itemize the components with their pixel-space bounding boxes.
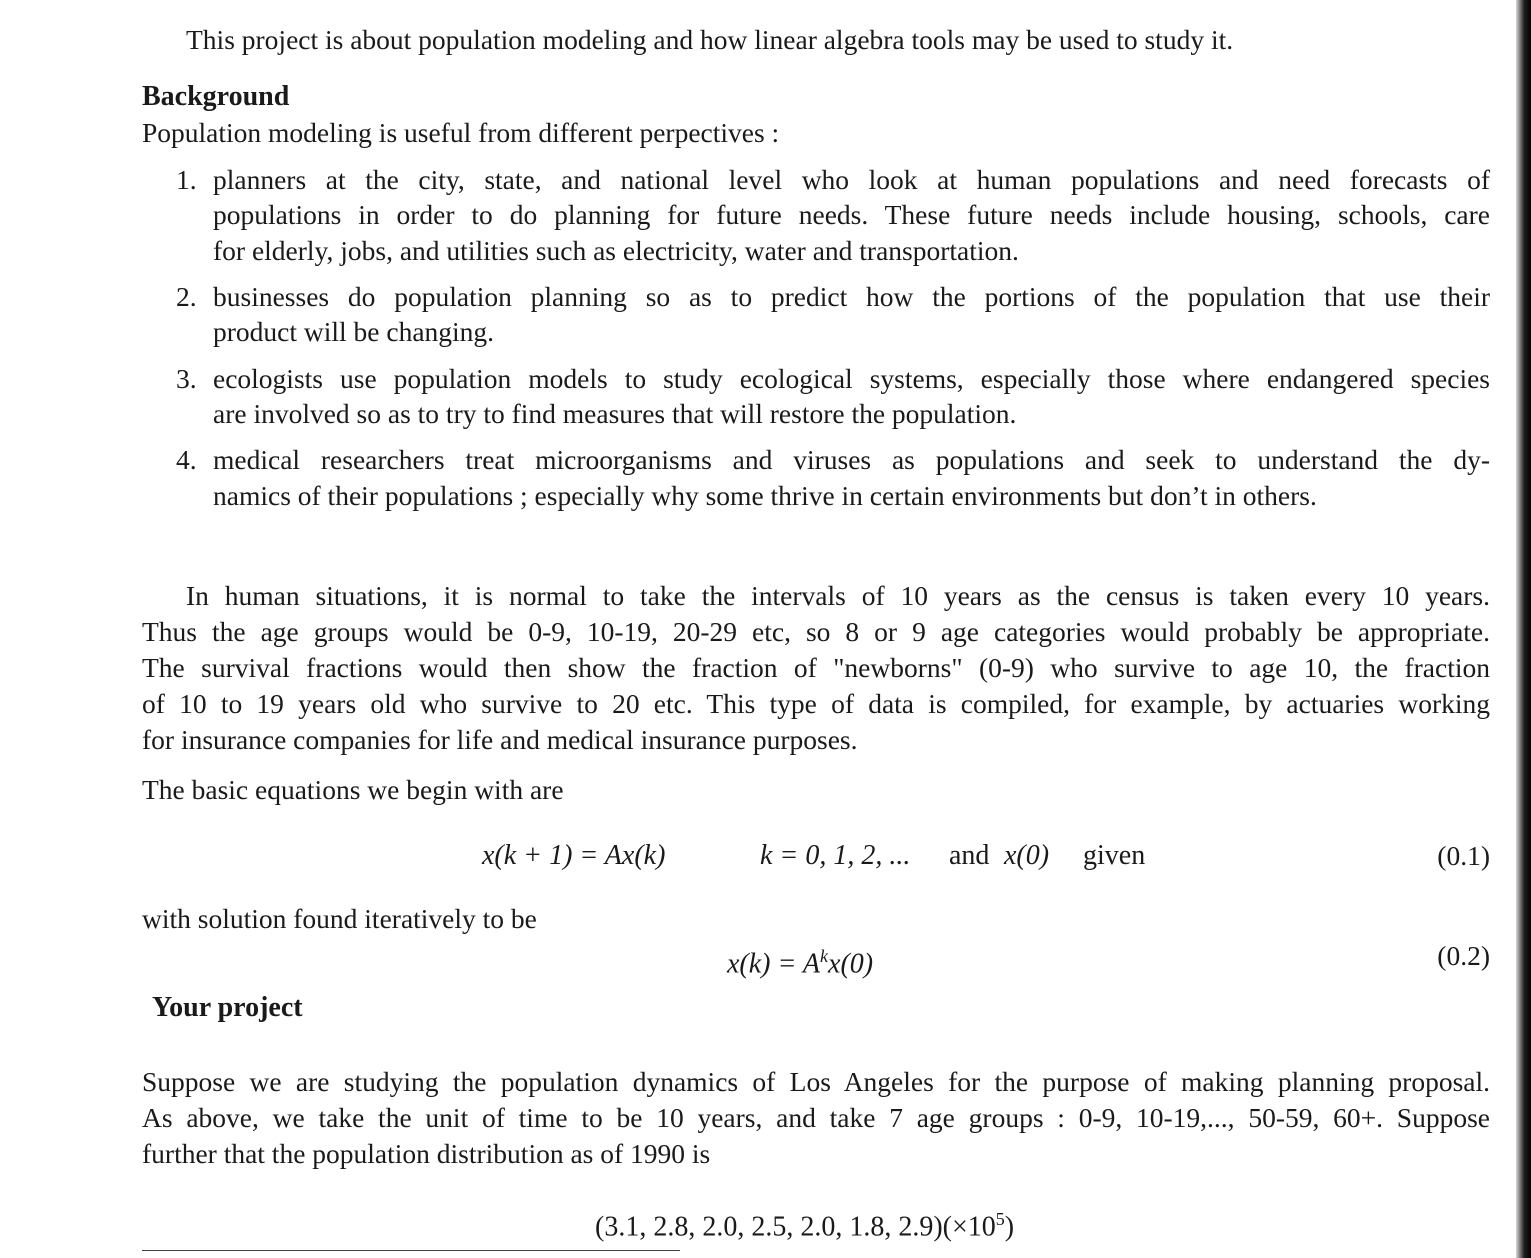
equation-initial: x(0) <box>1004 840 1050 871</box>
equation-solution: $x(k) = A^kx(0)$ <box>727 946 874 980</box>
list-item-line: product will be changing. <box>213 316 495 347</box>
equation-index-range: k = 0, 1, 2, ... <box>760 840 911 871</box>
list-item-line: populations in order to do planning for future needs. These future needs include housing, schools, care <box>213 199 1490 230</box>
project-line: Suppose we are studying the population dynamics of Los Angeles for the purpose of making planning proposal. <box>142 1066 1490 1097</box>
project-line: As above, we take the unit of time to be 10 years, and take 7 age groups : 0-9, 10-19,..., 50-59, 60+. Suppose <box>142 1102 1490 1133</box>
equation-number: (0.2) <box>1437 940 1490 971</box>
list-item-line: ecologists use population models to study ecological systems, especially those where endangered species <box>213 363 1490 394</box>
list-item-line: for elderly, jobs, and utilities such as electricity, water and transportation. <box>213 235 1019 266</box>
paragraph-line: for insurance companies for life and medical insurance purposes. <box>142 724 858 755</box>
paragraph-line: In human situations, it is normal to take the intervals of 10 years as the census is taken every 10 years. <box>186 580 1490 611</box>
list-item-line: are involved so as to try to find measures that will restore the population. <box>213 398 1017 429</box>
footnote-rule <box>142 1250 680 1251</box>
intro-paragraph: This project is about population modeling and how linear algebra tools may be used to study it. <box>186 24 1234 55</box>
population-distribution: (3.1, 2.8, 2.0, 2.5, 2.0, 1.8, $2.9)(\times 10^5)$ <box>595 1209 1015 1243</box>
list-item-line: medical researchers treat microorganisms and viruses as populations and seek to understand the dy- <box>213 444 1490 475</box>
background-lead: Population modeling is useful from different perpectives : <box>142 117 780 148</box>
equation-number: (0.1) <box>1437 840 1490 871</box>
solution-lead: with solution found iteratively to be <box>142 903 537 934</box>
list-item-line: planners at the city, state, and national level who look at human populations and need forecasts of <box>213 164 1490 195</box>
list-item-line: businesses do population planning so as to predict how the portions of the population that use their <box>213 281 1490 312</box>
equation-given: given <box>1083 840 1146 871</box>
list-item-number: 1. <box>176 164 197 195</box>
list-item-line: namics of their populations ; especially why some thrive in certain environments but don’t in others. <box>213 480 1317 511</box>
list-item-number: 2. <box>176 281 197 312</box>
equation-and: and <box>949 840 990 871</box>
paragraph-line: of 10 to 19 years old who survive to 20 etc. This type of data is compiled, for example, by actuaries working <box>142 688 1490 719</box>
project-heading: Your project <box>152 992 303 1023</box>
equation-recurrence: x(k + 1) = Ax(k) <box>482 840 666 871</box>
project-line: further that the population distribution as of 1990 is <box>142 1138 711 1169</box>
basic-equations-lead: The basic equations we begin with are <box>142 774 564 805</box>
page-edge-shadow <box>1516 0 1531 1258</box>
paragraph-line: Thus the age groups would be 0-9, 10-19, 20-29 etc, so 8 or 9 age categories would probably be appropriate. <box>142 616 1490 647</box>
list-item-number: 3. <box>176 363 197 394</box>
background-heading: Background <box>142 81 290 112</box>
list-item-number: 4. <box>176 444 197 475</box>
paragraph-line: The survival fractions would then show the fraction of "newborns" (0-9) who survive to age 10, the fraction <box>142 652 1490 683</box>
